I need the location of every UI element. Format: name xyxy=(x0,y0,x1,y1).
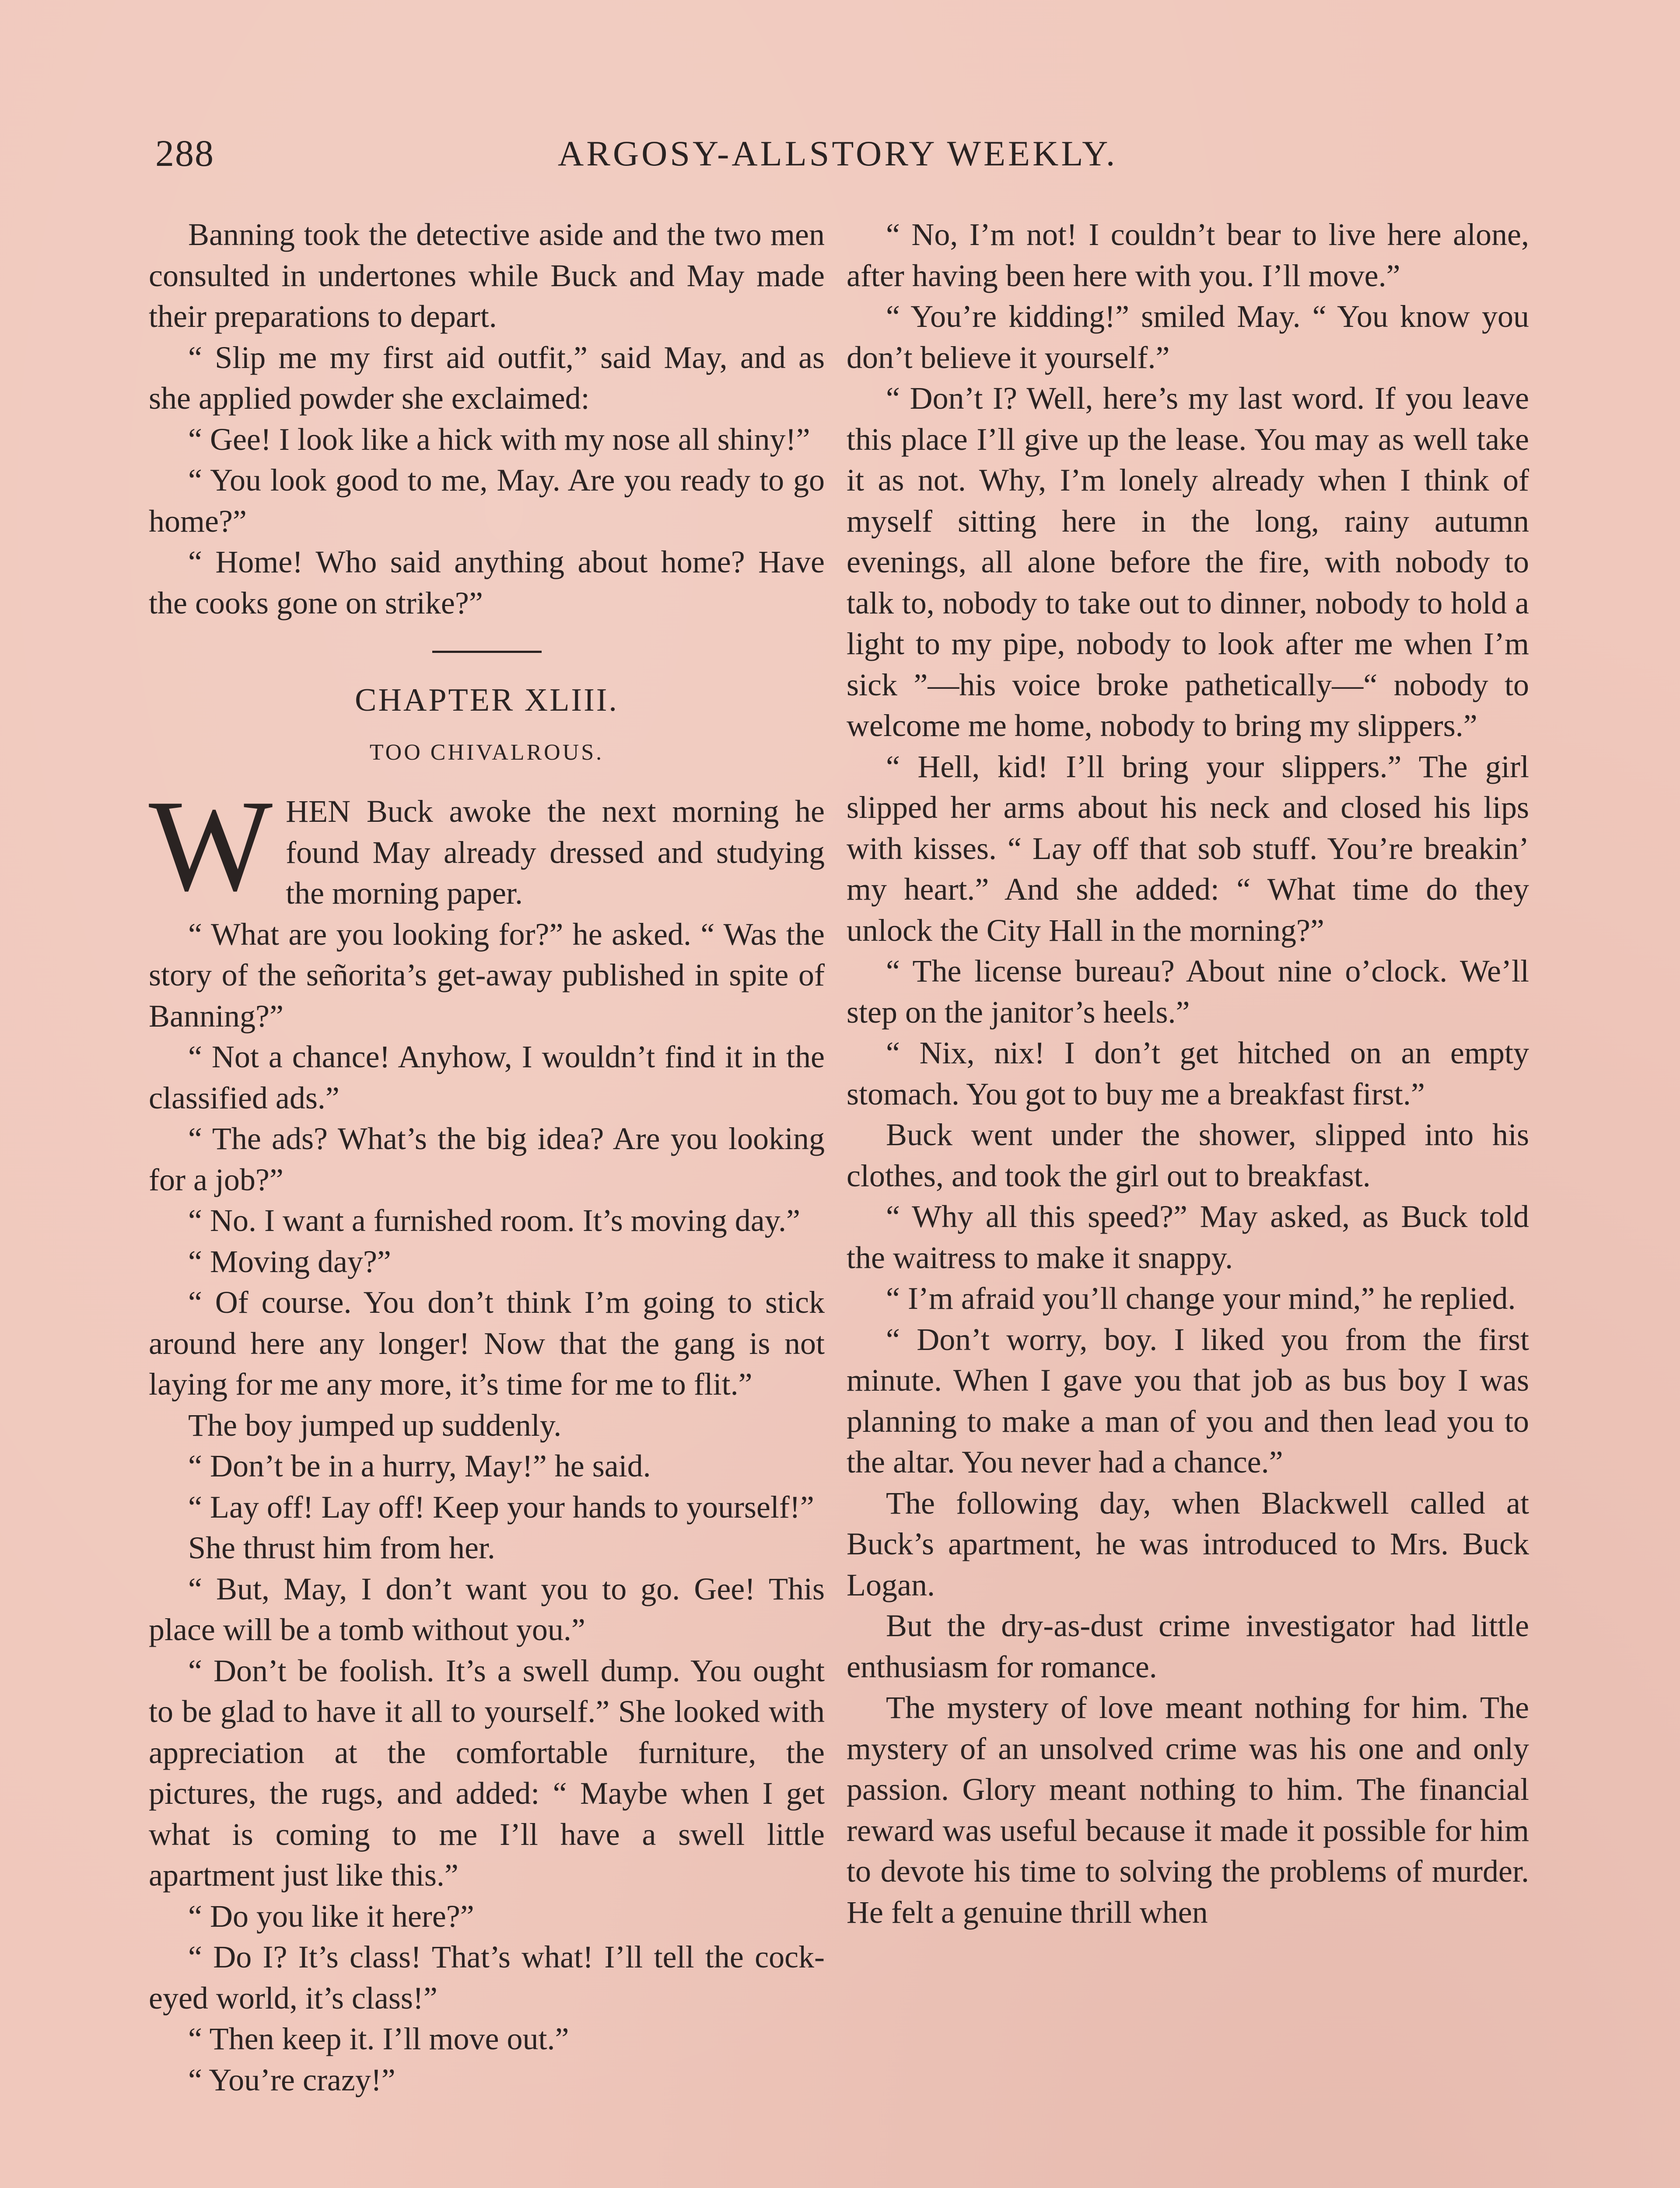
paragraph: “ I’m afraid you’ll change your mind,” he replied. xyxy=(886,1281,1516,1316)
paragraph: “ Gee! I look like a hick with my nose all shiny!” xyxy=(188,421,810,457)
opening-text: HEN Buck awoke the next morning he found May already dressed and studying the morning paper. xyxy=(286,794,825,911)
chapter-title: CHAPTER XLIII. xyxy=(355,682,619,718)
paragraph: “ Don’t be in a hurry, May!” he said. xyxy=(188,1448,651,1483)
paragraph: Banning took the detective aside and the two men consulted in undertones while Buck and May made their preparations to depart. xyxy=(149,217,825,334)
paragraph: “ But, May, I don’t want you to go. Gee! This place will be a tomb without you.” xyxy=(149,1571,825,1647)
page-number: 288 xyxy=(155,132,214,174)
section-divider xyxy=(432,651,542,653)
paragraph: “ What are you looking for?” he asked. “ Was the story of the señorita’s get-away published in spite of Banning?” xyxy=(149,916,825,1034)
paragraph: But the dry-as-dust crime investigator had little enthusiasm for romance. xyxy=(847,1608,1529,1684)
paragraph: “ You’re crazy!” xyxy=(188,2062,396,2097)
paragraph: “ Slip me my first aid outfit,” said May, and as she applied powder she exclaimed: xyxy=(149,340,825,416)
paragraph: “ Don’t I? Well, here’s my last word. If you leave this place I’ll give up the lease. You may as well take it as not. Why, I’m lonely already when I think of myself sitting here in the long, rainy autumn evenings, all alone before the fire, with nobody to talk to, nobody to take out to dinner, nobody to hold a light to my pipe, nobody to look after me when I’m sick ”—his voice broke pathetically—“ nobody to welcome me home, nobody to bring my slippers.” xyxy=(847,381,1529,743)
paragraph: “ Do you like it here?” xyxy=(188,1898,474,1934)
paragraph: “ Hell, kid! I’ll bring your slippers.” The girl slipped her arms about his neck and closed his lips with kisses. “ Lay off that sob stuff. You’re breakin’ my heart.” And she added: “ What time do they unlock the City Hall in the morning?” xyxy=(847,749,1529,948)
paragraph: “ Not a chance! Anyhow, I wouldn’t find it in the classified ads.” xyxy=(149,1039,825,1115)
paragraph: “ Don’t worry, boy. I liked you from the first minute. When I gave you that job as bus boy I was planning to make a man of you and then lead you to the altar. You never had a chance.” xyxy=(847,1322,1529,1480)
paragraph: “ You’re kidding!” smiled May. “ You know you don’t believe it yourself.” xyxy=(847,299,1529,375)
chapter-opening-paragraph xyxy=(149,773,825,918)
paragraph: “ The ads? What’s the big idea? Are you looking for a job?” xyxy=(149,1121,825,1197)
right-column xyxy=(847,214,1529,1933)
left-column xyxy=(149,214,825,2100)
paragraph: “ Don’t be foolish. It’s a swell dump. You ought to be glad to have it all to yourself.” She looked with appreciation at the comfortable furniture, the pictures, the rugs, and added: “ Maybe when I get what is coming to me I’ll have a swell little apartment just like this.” xyxy=(149,1653,825,1893)
paragraph: “ You look good to me, May. Are you ready to go home?” xyxy=(149,463,825,539)
paragraph: “ Why all this speed?” May asked, as Buck told the waitress to make it snappy. xyxy=(847,1199,1529,1275)
paragraph: “ Moving day?” xyxy=(188,1244,391,1279)
paragraph: “ The license bureau? About nine o’clock. We’ll step on the janitor’s heels.” xyxy=(847,954,1529,1030)
paragraph: “ Do I? It’s class! That’s what! I’ll tell the cock-eyed world, it’s class!” xyxy=(149,1939,825,2016)
paragraph: She thrust him from her. xyxy=(188,1530,495,1565)
paragraph: Buck went under the shower, slipped into his clothes, and took the girl out to breakfast. xyxy=(847,1117,1529,1193)
paragraph: “ No, I’m not! I couldn’t bear to live here alone, after having been here with you. I’ll move.” xyxy=(847,217,1529,293)
paragraph: “ Home! Who said anything about home? Have the cooks gone on strike?” xyxy=(149,544,825,621)
paragraph: “ Then keep it. I’ll move out.” xyxy=(188,2021,569,2056)
paragraph: “ Nix, nix! I don’t get hitched on an empty stomach. You got to buy me a breakfast first.” xyxy=(847,1035,1529,1112)
running-title: ARGOSY-ALLSTORY WEEKLY. xyxy=(558,133,1118,173)
paragraph: “ No. I want a furnished room. It’s moving day.” xyxy=(188,1203,801,1238)
paragraph: “ Of course. You don’t think I’m going to stick around here any longer! Now that the gang is not laying for me any more, it’s time for me to flit.” xyxy=(149,1285,825,1402)
paragraph: “ Lay off! Lay off! Keep your hands to yourself!” xyxy=(188,1489,814,1525)
drop-cap: W xyxy=(149,773,273,918)
paragraph: The mystery of love meant nothing for him. The mystery of an unsolved crime was his one and only passion. Glory meant nothing to him. The financial reward was useful because it made it possible for him to devote his time to solving the problems of murder. He felt a genuine thrill when xyxy=(847,1690,1529,1930)
chapter-subtitle: TOO CHIVALROUS. xyxy=(369,740,604,765)
paragraph: The following day, when Blackwell called at Buck’s apartment, he was introduced to Mrs. Buck Logan. xyxy=(847,1485,1529,1602)
page-header xyxy=(155,131,1148,179)
paragraph: The boy jumped up suddenly. xyxy=(188,1407,562,1443)
